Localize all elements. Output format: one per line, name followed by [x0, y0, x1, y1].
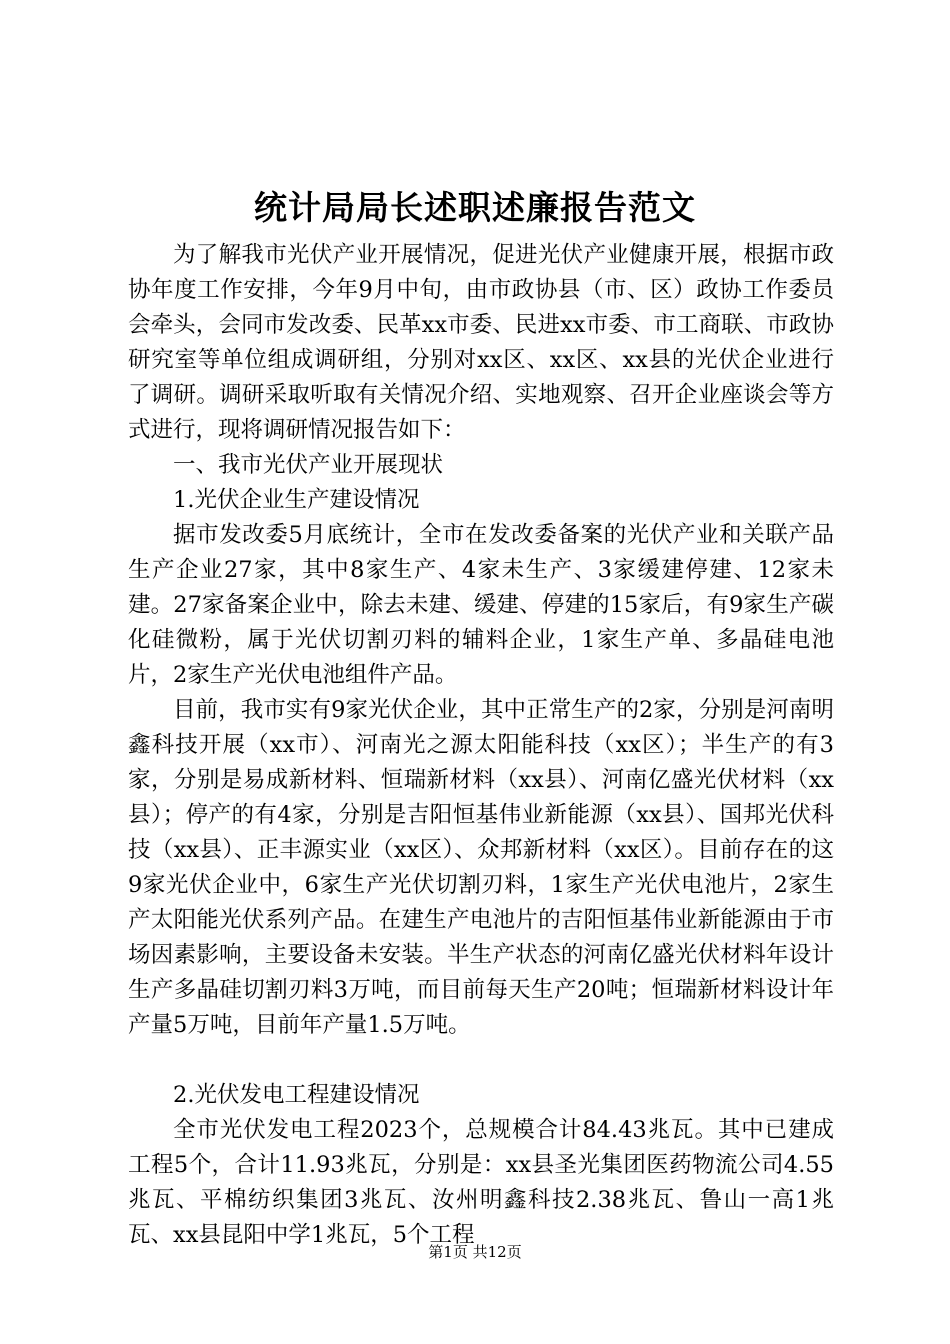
body-paragraph-2: 目前，我市实有9家光伏企业，其中正常生产的2家，分别是河南明鑫科技开展（xx市）、河南光之源太阳能科技（xx区）；半生产的有3家，分别是易成新材料、恒瑞新材料（xx县）、河南亿盛光伏材料（xx县）；停产的有4家，分别是吉阳恒基伟业新能源（xx县）、国邦光伏科技（xx县）、正丰源实业（xx区）、众邦新材料（xx区）。目前存在的这9家光伏企业中，6家生产光伏切割刃料，1家生产光伏电池片，2家生产太阳能光伏系列产品。在建生产电池片的吉阳恒基伟业新能源由于市场因素影响，主要设备未安装。半生产状态的河南亿盛光伏材料年设计生产多晶硅切割刃料3万吨，而目前每天生产20吨；恒瑞新材料设计年产量5万吨，目前年产量1.5万吨。: [128, 697, 834, 1038]
page-number: 第1页 共12页: [428, 1243, 522, 1261]
body-paragraph-3: 全市光伏发电工程2023个，总规模合计84.43兆瓦。其中已建成工程5个，合计11.93兆瓦，分别是：xx县圣光集团医药物流公司4.55兆瓦、平棉纺织集团3兆瓦、汝州明鑫科技2.38兆瓦、鲁山一高1兆瓦、xx县昆阳中学1兆瓦，5个工程: [128, 1117, 834, 1248]
section-heading-1: 一、我市光伏产业开展现状: [173, 452, 444, 478]
subsection-heading-2: 2.光伏发电工程建设情况: [173, 1082, 420, 1108]
document-body: [128, 238, 834, 1253]
document-title: 统计局局长述职述廉报告范文: [254, 188, 696, 227]
subsection-heading-1: 1.光伏企业生产建设情况: [173, 487, 420, 513]
intro-paragraph: 为了解我市光伏产业开展情况，促进光伏产业健康开展，根据市政协年度工作安排，今年9月中旬，由市政协县（市、区）政协工作委员会牵头，会同市发改委、民革xx市委、民进xx市委、市工商联、市政协研究室等单位组成调研组，分别对xx区、xx区、xx县的光伏企业进行了调研。调研采取听取有关情况介绍、实地观察、召开企业座谈会等方式进行，现将调研情况报告如下：: [128, 242, 834, 443]
body-paragraph-1: 据市发改委5月底统计，全市在发改委备案的光伏产业和关联产品生产企业27家，其中8家生产、4家未生产、3家缓建停建、12家未建。27家备案企业中，除去未建、缓建、停建的15家后，有9家生产碳化硅微粉，属于光伏切割刃料的辅料企业，1家生产单、多晶硅电池片，2家生产光伏电池组件产品。: [128, 522, 834, 688]
